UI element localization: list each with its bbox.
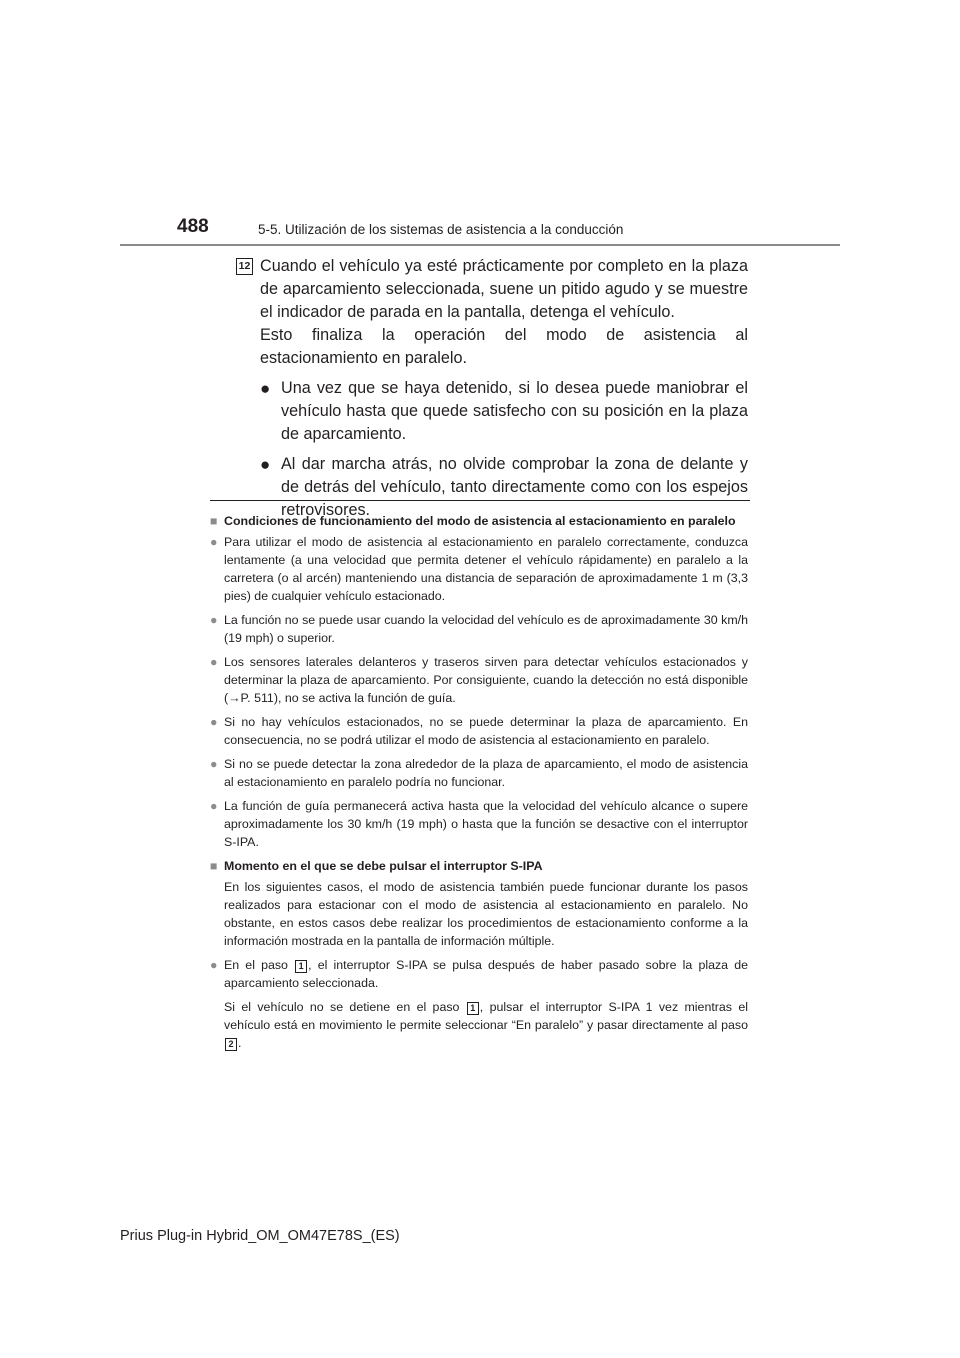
step-bullet-item	[260, 377, 748, 446]
page-number: 488	[177, 216, 209, 237]
square-bullet-icon: ■	[210, 859, 218, 873]
list-item	[210, 956, 748, 1052]
list-item	[210, 653, 748, 707]
note-heading-text: Momento en el que se debe pulsar el interruptor S-IPA	[224, 859, 543, 873]
section-heading: 5-5. Utilización de los sistemas de asistencia a la conducción	[258, 222, 624, 237]
footer-doc-id: Prius Plug-in Hybrid_OM_OM47E78S_(ES)	[120, 1228, 400, 1244]
step-paragraph: Cuando el vehículo ya esté prácticamente por completo en la plaza de aparcamiento seleccionada, suene un pitido agudo y se muestre el indicador de parada en la pantalla, detenga el vehículo.	[260, 257, 748, 321]
list-item-text: La función no se puede usar cuando la velocidad del vehículo es de aproximadamente 30 km/h (19 mph) o superior.	[224, 613, 748, 645]
step-badge: 12	[236, 258, 253, 275]
moment-list	[210, 956, 748, 1052]
step-2-badge: 2	[225, 1038, 237, 1051]
header-rule	[120, 244, 840, 246]
step-1-badge: 1	[467, 1002, 479, 1015]
bullet-dot-icon: ●	[210, 613, 218, 627]
text-fragment: En el paso	[224, 958, 288, 972]
list-item-subtext	[224, 998, 748, 1052]
note-heading-text: Condiciones de funcionamiento del modo de asistencia al estacionamiento en paralelo	[224, 514, 736, 528]
text-fragment: , pulsar el interruptor S-IPA 1 vez mientras el vehículo está en movimiento le permite seleccionar “En paralelo” y pasar directamente al paso	[224, 1000, 748, 1032]
step-bullet-text: Una vez que se haya detenido, si lo desea puede maniobrar el vehículo hasta que quede satisfecho con su posición en la plaza de aparcamiento.	[281, 379, 748, 443]
list-item	[210, 533, 748, 605]
list-item	[210, 713, 748, 749]
bullet-dot-icon: ●	[210, 715, 218, 729]
notes-section	[210, 512, 748, 1058]
notes-rule	[210, 500, 750, 501]
list-item-text	[224, 956, 748, 992]
bullet-dot-icon: ●	[260, 379, 271, 398]
text-fragment: .	[238, 1036, 242, 1050]
note-heading	[210, 857, 748, 875]
list-item-text: La función de guía permanecerá activa hasta que la velocidad del vehículo alcance o supere aproximadamente los 30 km/h (19 mph) o hasta que la función se desactive con el interruptor S-IPA.	[224, 799, 748, 849]
list-item	[210, 755, 748, 791]
bullet-dot-icon: ●	[210, 655, 218, 669]
bullet-dot-icon: ●	[210, 757, 218, 771]
list-item-text: Si no hay vehículos estacionados, no se puede determinar la plaza de aparcamiento. En consecuencia, no se podrá utilizar el modo de asistencia al estacionamiento en paralelo.	[224, 715, 748, 747]
list-item	[210, 611, 748, 647]
note-heading	[210, 512, 748, 530]
bullet-dot-icon: ●	[210, 799, 218, 813]
bullet-dot-icon: ●	[210, 535, 218, 549]
step-bullet-text: Al dar marcha atrás, no olvide comprobar la zona de delante y de detrás del vehículo, tanto directamente como con los espejos retrovisores.	[281, 455, 748, 519]
step-paragraph: Esto finaliza la operación del modo de asistencia al estacionamiento en paralelo.	[260, 326, 748, 367]
conditions-list	[210, 533, 748, 851]
list-item-text: Los sensores laterales delanteros y traseros sirven para detectar vehículos estacionados y determinar la plaza de aparcamiento. Por consiguiente, cuando la detección no está disponible (→P. 511), no se activa la función de guía.	[224, 655, 748, 705]
note-paragraph: En los siguientes casos, el modo de asistencia también puede funcionar durante los pasos realizados para estacionar con el modo de asistencia al estacionamiento en paralelo. No obstante, en estos casos debe realizar los procedimientos de estacionamiento conforme a la información mostrada en la pantalla de información múltiple.	[224, 880, 748, 948]
bullet-dot-icon: ●	[260, 455, 271, 474]
list-item-text: Si no se puede detectar la zona alrededor de la plaza de aparcamiento, el modo de asistencia al estacionamiento en paralelo podría no funcionar.	[224, 757, 748, 789]
list-item	[210, 797, 748, 851]
step-block	[236, 255, 748, 529]
step-1-badge: 1	[295, 960, 307, 973]
square-bullet-icon: ■	[210, 514, 218, 528]
step-text	[260, 255, 748, 370]
text-fragment: Si el vehículo no se detiene en el paso	[224, 1000, 460, 1014]
text-fragment: , el interruptor S-IPA se pulsa después de haber pasado sobre la plaza de aparcamiento seleccionada.	[224, 958, 748, 990]
bullet-dot-icon: ●	[210, 958, 218, 972]
list-item-text: Para utilizar el modo de asistencia al estacionamiento en paralelo correctamente, conduzca lentamente (a una velocidad que permita detener el vehículo rápidamente) en paralelo a la carretera (o al arcén) manteniendo una distancia de separación de aproximadamente 1 m (3,3 pies) de cualquier vehículo estacionado.	[224, 535, 748, 603]
